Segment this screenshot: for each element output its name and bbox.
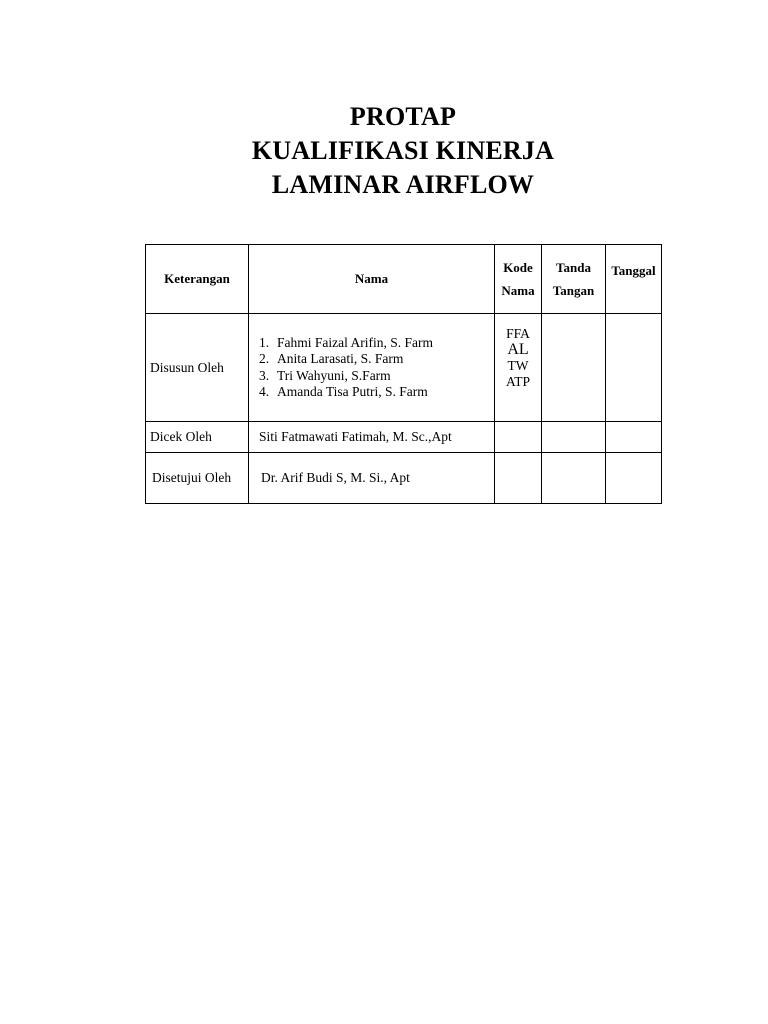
author-number: 4. xyxy=(259,384,270,399)
author-name: Anita Larasati, S. Farm xyxy=(277,351,404,366)
title-kualifikasi-kinerja: KUALIFIKASI KINERJA xyxy=(251,136,555,165)
header-keterangan: Keterangan xyxy=(146,245,249,314)
date-cell-dicek xyxy=(606,422,662,453)
author-number: 1. xyxy=(259,334,270,350)
date-cell-disusun xyxy=(606,314,662,422)
codes-cell-disusun xyxy=(495,314,542,422)
table-header-row xyxy=(146,245,662,314)
author-number: 3. xyxy=(259,367,270,383)
header-kode-line2: Nama xyxy=(501,283,535,298)
author-name: Fahmi Faizal Arifin, S. Farm xyxy=(277,334,433,350)
table-row-dicek xyxy=(146,422,662,453)
approver-name: Dr. Arif Budi S, M. Si., Apt xyxy=(249,453,495,504)
author-code: ATP xyxy=(505,374,530,389)
row-label-dicek: Dicek Oleh xyxy=(146,422,249,453)
author-name: Tri Wahyuni, S.Farm xyxy=(277,367,391,383)
author-list xyxy=(249,335,494,401)
signature-cell-disusun xyxy=(542,314,606,422)
row-label-disusun: Disusun Oleh xyxy=(146,314,249,422)
header-tanda-tangan xyxy=(542,245,606,314)
title-protap: PROTAP xyxy=(349,102,457,131)
code-cell-disetujui xyxy=(495,453,542,504)
title-laminar-airflow: LAMINAR AIRFLOW xyxy=(271,170,535,199)
author-item xyxy=(259,335,494,352)
author-name: Amanda Tisa Putri, S. Farm xyxy=(277,384,428,399)
header-kode-line1: Kode xyxy=(503,260,533,275)
row-label-disetujui: Disetujui Oleh xyxy=(146,453,249,504)
header-tanggal: Tanggal xyxy=(606,245,662,314)
code-cell-dicek xyxy=(495,422,542,453)
header-nama: Nama xyxy=(249,245,495,314)
signature-cell-dicek xyxy=(542,422,606,453)
author-item xyxy=(259,384,494,401)
author-item xyxy=(259,351,494,368)
author-item xyxy=(259,368,494,385)
signature-cell-disetujui xyxy=(542,453,606,504)
table-row-disetujui xyxy=(146,453,662,504)
date-cell-disetujui xyxy=(606,453,662,504)
author-number: 2. xyxy=(259,351,270,366)
names-cell-disusun xyxy=(249,314,495,422)
header-tanda-line2: Tangan xyxy=(552,283,595,298)
header-kode-nama xyxy=(495,245,542,314)
author-code: TW xyxy=(507,358,529,373)
checker-name: Siti Fatmawati Fatimah, M. Sc.,Apt xyxy=(249,422,495,453)
header-tanda-line1: Tanda xyxy=(556,260,591,275)
document-title xyxy=(0,100,768,202)
approval-table xyxy=(145,244,662,504)
author-code: FFA xyxy=(506,326,530,341)
table-row-disusun xyxy=(146,314,662,422)
author-code: AL xyxy=(507,341,529,358)
